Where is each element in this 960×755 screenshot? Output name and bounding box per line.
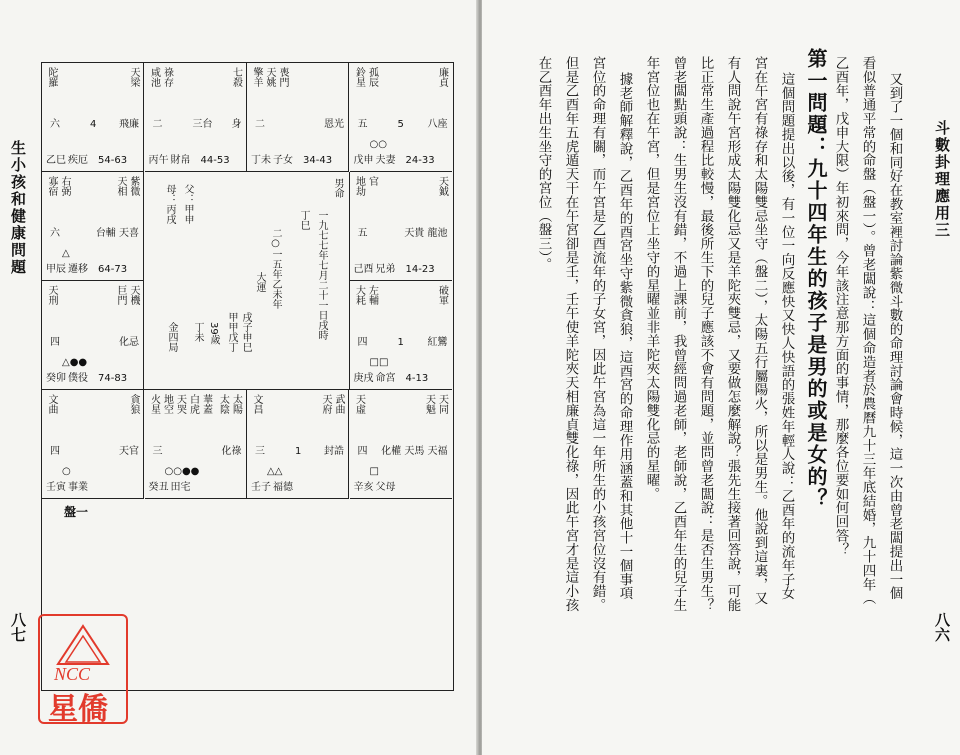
palace-star-minor: 天虛: [353, 394, 365, 414]
palace-name: 命宮: [375, 373, 396, 384]
palace-brightness: 5: [397, 119, 404, 130]
palace-star-major: 七殺: [230, 67, 242, 87]
article-column: 這個問題提出以後，有一位一向反應快又快人快語的張姓年輕人說：乙酉年的流年子女: [778, 72, 795, 601]
center-pillars-bottom: 戌子申巳: [240, 312, 251, 352]
palace-stem: 壬寅: [46, 482, 66, 493]
palace-star-major: 武曲: [333, 394, 344, 414]
center-daxian: 大運: [254, 272, 265, 292]
palace-stem: 己酉: [353, 264, 374, 275]
palace-star-minor: 天刑: [46, 285, 57, 305]
palace-range: 54-63: [98, 155, 128, 166]
palace-star-minor: 文曲: [46, 394, 57, 414]
palace-extra: 封誥: [324, 446, 344, 457]
center-birth: 一九七七年七月二十一日戌時: [316, 210, 327, 340]
palace-range: 44-53: [200, 155, 230, 166]
chart-caption: 盤一: [64, 505, 89, 519]
palace-stem: 戊申: [353, 155, 374, 166]
palace-wu: [145, 63, 247, 172]
palace-stem: 壬子: [251, 482, 271, 493]
palace-name: 福德: [273, 482, 293, 493]
center-age-sub: 丁未: [192, 322, 203, 342]
palace-star-major: 廉貞: [436, 67, 448, 87]
palace-star-minor: 孤辰: [366, 67, 378, 87]
palace-range: 64-73: [98, 264, 128, 275]
palace-extra: 身: [231, 119, 242, 130]
article-column: 看似普通平常的命盤（盤一）。曾老闆說：這個命造者於農曆九十三年底結婚，九十四年（: [859, 56, 876, 606]
article-column: 乙酉年，戊申大限）年初來問，今年該注意那方面的事情，那麼各位要如何回答？: [832, 56, 849, 557]
palace-shen: [350, 63, 452, 172]
palace-star-major: 天梁: [128, 67, 139, 87]
palace-range: 24-33: [405, 155, 435, 166]
palace-stem: 丙午: [148, 155, 169, 166]
ncc-stamp: [38, 614, 128, 727]
palace-brightness: 4: [90, 119, 97, 130]
palace-range: 4-13: [405, 373, 429, 384]
palace-star-major: 紫微: [128, 176, 139, 196]
palace-name: 遷移: [68, 264, 88, 275]
palace-range: 14-23: [405, 264, 435, 275]
palace-extra: 八座: [427, 119, 448, 130]
palace-brightness: 五: [357, 228, 368, 239]
palace-brightness: 六: [50, 119, 60, 130]
palace-star-minor: 喪門: [277, 67, 288, 87]
palace-stem: 癸卯: [46, 373, 66, 384]
palace-star-minor: 地空: [161, 394, 173, 414]
palace-star-minor: 官: [366, 176, 378, 186]
palace-star-major: 天府: [320, 394, 331, 414]
palace-brightness: 二: [255, 119, 265, 130]
section-heading: 第一問題：九十四年生的孩子是男的或是女的？: [804, 48, 828, 510]
article-column: 又到了一個和同好在教室裡討論紫微斗數的命理討論會時候，這一次由曾老闆提出一個: [886, 72, 903, 601]
stamp-brand: NCC: [54, 664, 91, 684]
palace-marks: △●●: [62, 357, 88, 368]
palace-star-minor: 天哭: [174, 394, 186, 414]
palace-stem: 癸丑: [148, 482, 169, 493]
palace-stem: 丁未: [251, 155, 271, 166]
palace-brightness: 四: [357, 446, 368, 457]
palace-star-major: 太陰: [217, 394, 229, 414]
palace-name: 僕役: [68, 373, 88, 384]
right-page-number: 八六: [933, 612, 951, 642]
palace-extra: 天官: [119, 446, 139, 457]
palace-name: 財帛: [170, 155, 191, 166]
article-column: 年宮位也在午宮，但是宮位上坐守的星曜並非羊陀夾太陽雙化忌的星曜。: [643, 56, 660, 501]
article-column: 宮在午宮有祿存和太陽雙忌坐守（盤二），太陽五行屬陽火，所以是男生。他說到這裏，又: [751, 56, 768, 606]
palace-marks: ○○: [369, 139, 387, 150]
palace-chen: [42, 172, 144, 281]
palace-star-minor: 左輔: [366, 285, 378, 305]
palace-brightness: 1: [295, 446, 302, 457]
article-column: 在乙酉年出生坐守的宮位（盤三）。: [535, 56, 552, 272]
palace-star-major: 天同: [436, 394, 448, 414]
palace-star-minor: 陀羅: [46, 67, 57, 87]
palace-hai: [350, 390, 452, 499]
palace-extra: 化權 天馬 天福: [381, 446, 448, 457]
palace-name: 兄弟: [375, 264, 396, 275]
palace-brightness: 三台: [192, 119, 213, 130]
palace-brightness: 四: [357, 337, 368, 348]
palace-xu: [350, 281, 452, 390]
center-element: 金四局: [166, 322, 177, 352]
palace-name: 事業: [68, 482, 88, 493]
palace-star-major: 貪狼: [128, 394, 139, 414]
palace-star-minor: 火星: [148, 394, 160, 414]
palace-star-minor: 祿存: [161, 67, 173, 87]
palace-brightness: 六: [50, 228, 60, 239]
palace-extra: 恩光: [324, 119, 344, 130]
article-column: 但是乙酉年五虎遁天干在午宮卻是壬，壬午使羊陀夾天相廉貞雙化祿，因此午宮才是這小孩: [562, 56, 579, 612]
palace-brightness: 四: [50, 337, 60, 348]
palace-extra: 化祿: [221, 446, 242, 457]
palace-extra: 化忌: [119, 337, 139, 348]
palace-star-minor: 華蓋: [200, 394, 212, 414]
palace-name: 疾厄: [68, 155, 88, 166]
palace-zi: [247, 390, 349, 499]
palace-star-minor: 地劫: [353, 176, 365, 196]
palace-mao: [42, 281, 144, 390]
right-page: [482, 0, 960, 755]
article-column: 比正常生產過程比較慢，最後所生下的兒子應該不會有問題，並問曾老闆說：是否生男生？: [697, 56, 714, 612]
palace-star-major: 天相: [115, 176, 126, 196]
palace-extra: 台輔 天喜: [95, 228, 139, 239]
palace-si: [42, 63, 144, 172]
center-mother: 母：丙戌: [164, 184, 175, 224]
palace-extra: 天貴 龍池: [404, 228, 448, 239]
article-column: 宮位的命理有關，而午宮是乙酉流年的子女宮，因此午宮為這一年所生的小孩宮位沒有錯。: [589, 56, 606, 612]
palace-chou: [145, 390, 247, 499]
palace-extra: 紅鸞: [427, 337, 448, 348]
palace-star-major: 破軍: [436, 285, 448, 305]
palace-range: 74-83: [98, 373, 128, 384]
palace-star-minor: 天姚: [264, 67, 275, 87]
palace-marks: □□: [369, 357, 389, 368]
palace-marks: □: [369, 466, 379, 477]
palace-marks: ○○●●: [164, 466, 200, 477]
palace-star-minor: 咸池: [148, 67, 160, 87]
palace-brightness: 二: [152, 119, 163, 130]
palace-name: 子女: [273, 155, 293, 166]
center-pillars-top: 甲甲戊丁: [226, 312, 237, 352]
palace-brightness: 三: [255, 446, 265, 457]
palace-name: 父母: [375, 482, 396, 493]
palace-yin: [42, 390, 144, 499]
palace-stem: 乙巳: [46, 155, 66, 166]
article-column: 據老師解釋說，乙酉年的酉宮坐守紫微貪狼，這酉宮的命理作用涵蓋和其他十一個事項: [616, 72, 633, 601]
palace-star-minor: 右弼: [59, 176, 70, 196]
palace-brightness: 五: [357, 119, 368, 130]
palace-marks: △: [62, 248, 70, 259]
palace-star-minor: 文昌: [251, 394, 262, 414]
palace-extra: 飛廉: [119, 119, 139, 130]
palace-brightness: 四: [50, 446, 60, 457]
palace-stem: 甲辰: [46, 264, 66, 275]
palace-name: 田宅: [170, 482, 191, 493]
palace-star-major: 天鉞: [436, 176, 448, 196]
palace-wei: [247, 63, 349, 172]
center-father: 父：甲申: [182, 184, 193, 224]
palace-brightness: 1: [397, 337, 404, 348]
left-running-head: 生小孩和健康問題: [9, 140, 27, 276]
palace-marks: ○: [62, 466, 71, 477]
palace-star-minor: 大耗: [353, 285, 365, 305]
center-age: 39歲: [208, 322, 219, 345]
palace-star-minor: 寡宿: [46, 176, 57, 196]
left-page: [0, 0, 479, 755]
palace-star-minor: 白虎: [187, 394, 199, 414]
chart-center: [144, 172, 350, 390]
chart-board: [41, 62, 454, 691]
palace-star-minor: 擎羊: [251, 67, 262, 87]
triangle-icon: [40, 620, 126, 670]
palace-star-major: 天魁: [423, 394, 435, 414]
left-page-number: 八七: [9, 612, 27, 642]
palace-star-major: 巨門: [115, 285, 126, 305]
article-column: 有人問說午宮形成太陽雙化忌又是羊陀夾雙忌，又要做怎麼解說？張先生接著回答說，可能: [724, 56, 741, 612]
palace-brightness: 三: [152, 446, 163, 457]
palace-range: 34-43: [303, 155, 333, 166]
center-birth-sub: 丁巳: [298, 210, 309, 230]
center-year-info: 二○一五年乙未年: [270, 228, 281, 309]
stamp-name: 星僑: [48, 692, 108, 727]
palace-star-major: 天機: [128, 285, 139, 305]
article-column: 曾老闆點頭說：生男生沒有錯，不過上課前，我曾經問過老師，老師說，乙酉年生的兒子生: [670, 56, 687, 612]
palace-stem: 辛亥: [353, 482, 374, 493]
palace-stem: 庚戌: [353, 373, 374, 384]
center-gender: 男命: [332, 178, 343, 198]
palace-name: 夫妻: [375, 155, 396, 166]
palace-marks: △△: [267, 466, 283, 477]
palace-star-major: 太陽: [230, 394, 242, 414]
palace-star-minor: 鈴星: [353, 67, 365, 87]
right-running-head: 斗數卦理應用三: [933, 120, 951, 239]
palace-you: [350, 172, 452, 281]
